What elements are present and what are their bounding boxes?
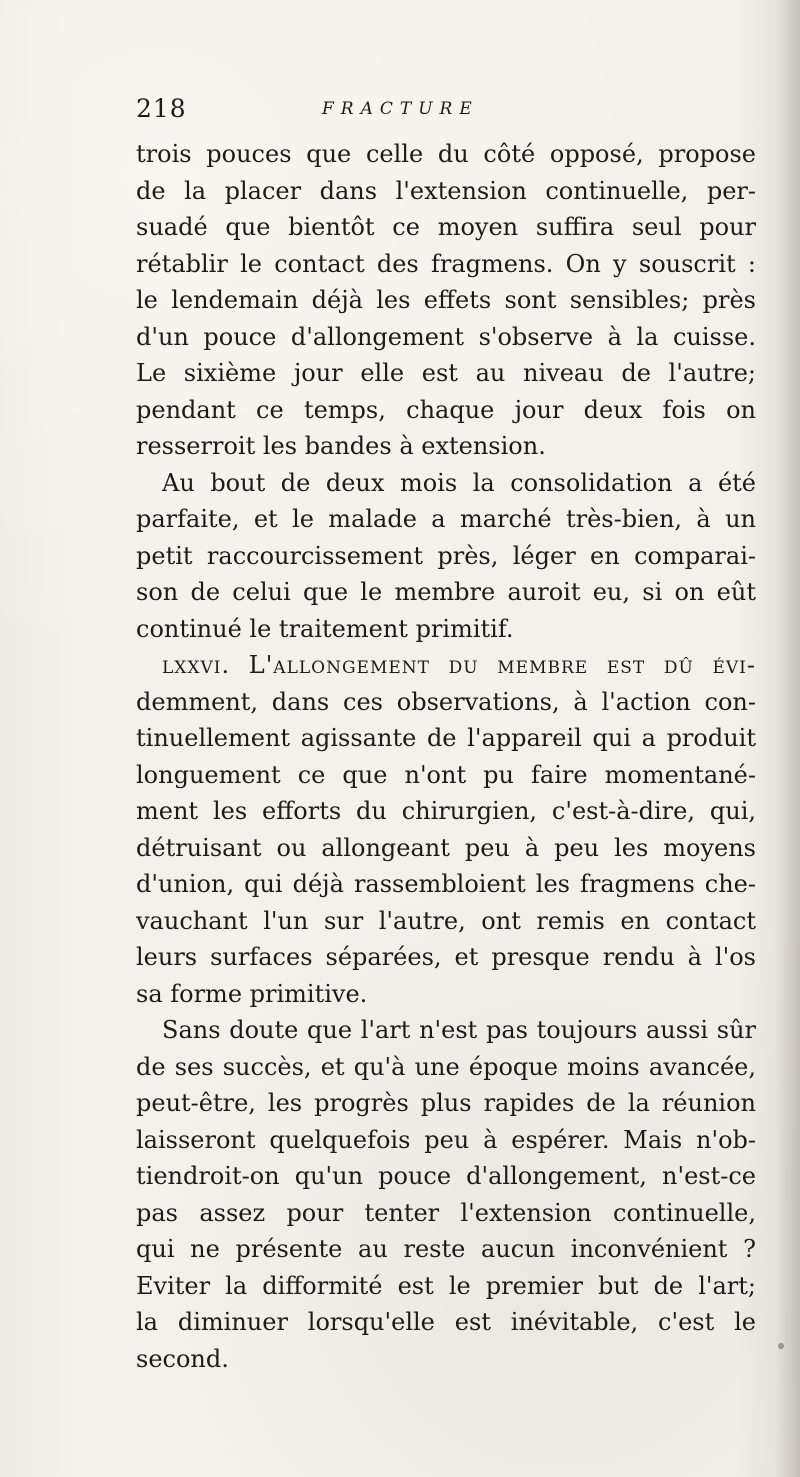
text-line: tinuellement agissante de l'appareil qui a produit — [136, 724, 756, 752]
text-line: son de celui que le membre auroit eu, si on eût — [136, 578, 756, 606]
text-line: suadé que bientôt ce moyen suffira seul pour — [136, 213, 756, 241]
text-line: rétablir le contact des fragmens. On y souscrit : — [136, 249, 756, 278]
text-line: ment les efforts du chirurgien, c'est-à-dire, qui, — [136, 797, 756, 825]
ink-speck — [778, 1343, 784, 1349]
text-line: la diminuer lorsqu'elle est inévitable, c'est le — [136, 1308, 756, 1336]
text-line: demment, dans ces observations, à l'action con- — [136, 687, 756, 716]
text-line: détruisant ou allongeant peu à peu les moyens — [136, 833, 756, 862]
running-head: FRACTURE — [322, 99, 479, 119]
text-line: pas assez pour tenter l'extension continuelle, — [136, 1198, 756, 1227]
text-line: sa forme primitive. — [136, 979, 368, 1008]
text-line: d'un pouce d'allongement s'observe à la cuisse. — [136, 322, 756, 351]
text-line: de ses succès, et qu'à une époque moins avancée, — [136, 1052, 756, 1081]
text-line: trois pouces que celle du côté opposé, propose — [136, 140, 756, 168]
page-number: 218 — [136, 94, 187, 123]
text-line: resserroit les bandes à extension. — [136, 432, 546, 460]
text-line: lxxvi. L'allongement du membre est dû évi- — [162, 651, 756, 679]
text-line: second. — [136, 1344, 229, 1373]
paragraph-1 — [136, 136, 756, 465]
paragraph-4 — [136, 1012, 756, 1377]
text-line: continué le traitement primitif. — [136, 614, 514, 643]
text-line: parfaite, et le malade a marché très-bien, à un — [136, 505, 756, 533]
text-line: le lendemain déjà les effets sont sensibles; près — [136, 286, 756, 314]
page-header — [136, 96, 760, 130]
body-text — [136, 136, 756, 1377]
paragraph-3 — [136, 647, 756, 1012]
text-line: peut-être, les progrès plus rapides de la réunion — [136, 1089, 756, 1117]
text-line: tiendroit-on qu'un pouce d'allongement, n'est-ce — [136, 1162, 756, 1190]
text-line: leurs surfaces séparées, et presque rendu à l'os — [136, 943, 756, 971]
text-line: Eviter la difformité est le premier but de l'art; — [136, 1271, 756, 1300]
paragraph-2 — [136, 465, 756, 648]
text-line: pendant ce temps, chaque jour deux fois on — [136, 395, 756, 424]
text-line: Au bout de deux mois la consolidation a été — [162, 468, 756, 497]
text-line: qui ne présente au reste aucun inconvénient ? — [136, 1235, 756, 1263]
text-line: de la placer dans l'extension continuelle, per- — [136, 176, 756, 205]
text-line: laisseront quelquefois peu à espérer. Mais n'ob- — [136, 1125, 756, 1154]
text-line: Sans doute que l'art n'est pas toujours aussi sûr — [162, 1016, 756, 1044]
text-line: d'union, qui déjà rassembloient les fragmens che- — [136, 870, 756, 898]
text-line: longuement ce que n'ont pu faire momentané- — [136, 760, 756, 789]
page-edge-shadow — [776, 0, 800, 1477]
text-line: petit raccourcissement près, léger en comparai- — [136, 541, 756, 570]
text-line: vauchant l'un sur l'autre, ont remis en contact — [136, 906, 756, 935]
text-line: Le sixième jour elle est au niveau de l'autre; — [136, 359, 756, 387]
